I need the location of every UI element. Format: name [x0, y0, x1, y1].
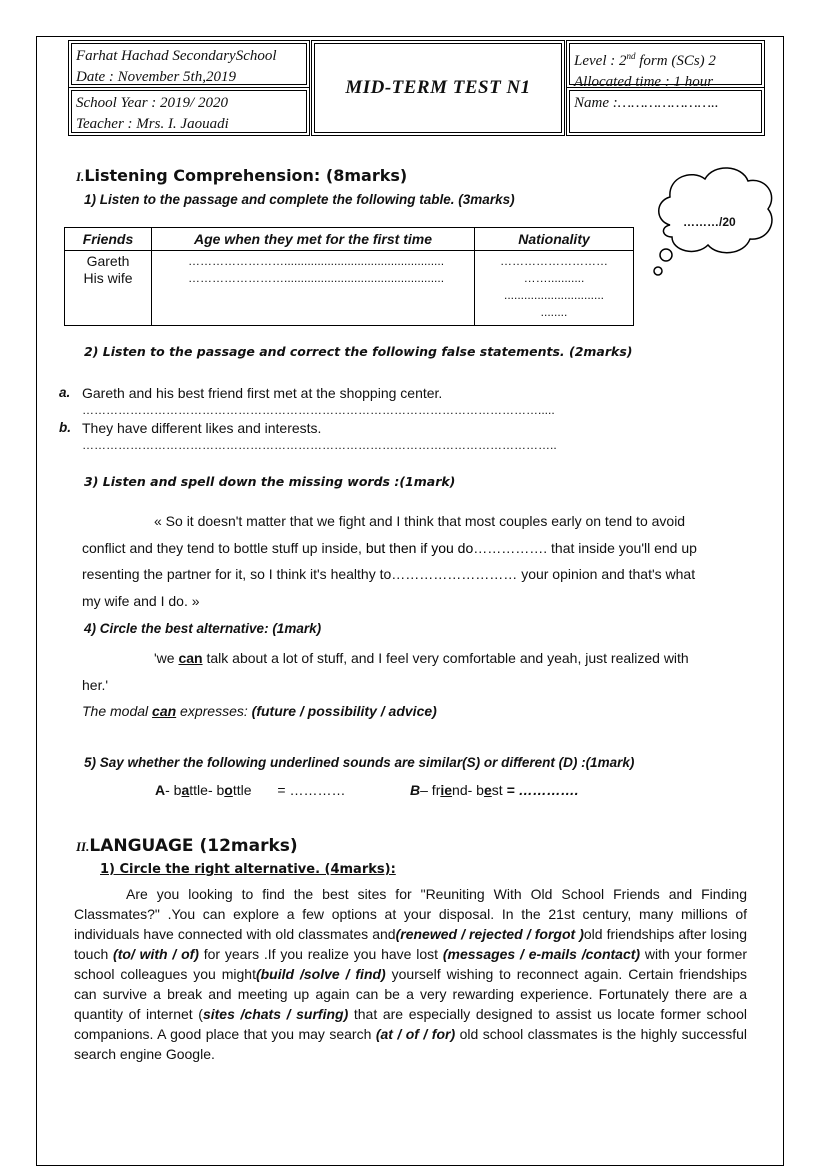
col-friends: Friends	[65, 228, 152, 251]
section1-heading: I.Listening Comprehension: (8marks)	[76, 166, 408, 185]
language-question-1: 1) Circle the right alternative. (4marks):	[100, 862, 396, 877]
school-name: Farhat Hachad SecondarySchool	[76, 48, 277, 64]
statement-b-label: b.	[59, 420, 71, 435]
score-field: ………/20	[683, 215, 736, 229]
title-box	[311, 40, 565, 136]
allocated-time: Allocated time : 1 hour	[574, 74, 714, 90]
statement-b-answer[interactable]: ………………………………………………………………………………………………………..	[82, 438, 557, 452]
school-info-box	[68, 40, 310, 88]
student-name-field[interactable]: Name :…………………..	[574, 95, 719, 111]
sounds-b: B– friend- best = ………….	[410, 782, 579, 798]
sounds-b-answer[interactable]: = ………….	[506, 782, 579, 798]
sounds-a: A- battle- bottle = …………	[155, 782, 346, 798]
school-year: School Year : 2019/ 2020	[76, 95, 228, 111]
name-box	[566, 87, 765, 136]
blank-1[interactable]: …………….	[473, 539, 552, 556]
test-date: Date : November 5th,2019	[76, 69, 236, 85]
level: Level : 2nd form (SCs) 2	[574, 51, 716, 69]
question-2: 2) Listen to the passage and correct the following false statements. (2marks)	[84, 344, 633, 359]
statement-b: They have different likes and interests.	[82, 420, 322, 436]
friends-cell: Gareth His wife	[65, 251, 152, 326]
language-paragraph[interactable]: Are you looking to find the best sites for "Reuniting With Old School Friends and Finding Classmates?" .You can explore a few options at your disposal. In the 21st century, many millions of individuals have connected with old classmates and(renewed / rejected / forgot )old friendships after losing touch (to/ with / of) for years .If you realize you have lost (messages / e-mails /contact) with your former school colleagues you might(build /solve / find) yourself wishing to reconnect again. Certain friendships can survive a break and meeting up again can be a very rewarding experience. Fortunately there are a quantity of internet (sites /chats / surfing) that are especially designed to assist us locate former school companions. A good place that you may search (at / of / for) old school classmates is the highly successful search engine Google.	[74, 886, 748, 1062]
statement-a-answer[interactable]: …………………………………………………………………………………………………….....	[82, 403, 555, 417]
test-title: MID-TERM TEST N1	[314, 43, 562, 133]
age-cell[interactable]: ……………………................................................ ……………………................................................	[152, 251, 475, 326]
statement-a: Gareth and his best friend first met at the shopping center.	[82, 385, 443, 401]
missing-words-passage: « So it doesn't matter that we fight and I think that most couples early on tend to avoid conflict and they tend to bottle stuff up inside, but then if you do……………. that inside you'll end up resenting the partner for it, so I think it's healthy to……………………… your opinion and that's what my wife and I do. »	[82, 513, 697, 609]
modal-options[interactable]: (future / possibility / advice)	[251, 703, 437, 719]
col-age: Age when they met for the first time	[152, 228, 475, 251]
section2-heading: II.LANGUAGE (12marks)	[76, 836, 298, 856]
nationality-cell[interactable]: ……………………… ……........... .............................. ........	[475, 251, 634, 326]
modal-question: The modal can expresses: (future / possibility / advice)	[82, 703, 437, 719]
listening-table	[64, 227, 634, 326]
teacher-info-box	[68, 87, 310, 136]
teacher-name: Teacher : Mrs. I. Jaouadi	[76, 116, 229, 132]
question-4: 4) Circle the best alternative: (1mark)	[84, 621, 322, 636]
sounds-a-answer[interactable]: = …………	[277, 782, 346, 798]
quote-passage: 'we can talk about a lot of stuff, and I feel very comfortable and yeah, just realized with her.'	[82, 650, 689, 693]
col-nationality: Nationality	[475, 228, 634, 251]
blank-2[interactable]: ………………………	[391, 566, 522, 582]
statement-a-label: a.	[59, 385, 71, 400]
question-1: 1) Listen to the passage and complete the following table. (3marks)	[84, 192, 515, 207]
level-info-box	[566, 40, 765, 88]
question-3: 3) Listen and spell down the missing words :(1mark)	[84, 474, 456, 489]
question-5: 5) Say whether the following underlined sounds are similar(S) or different (D) :(1mark)	[84, 755, 635, 770]
